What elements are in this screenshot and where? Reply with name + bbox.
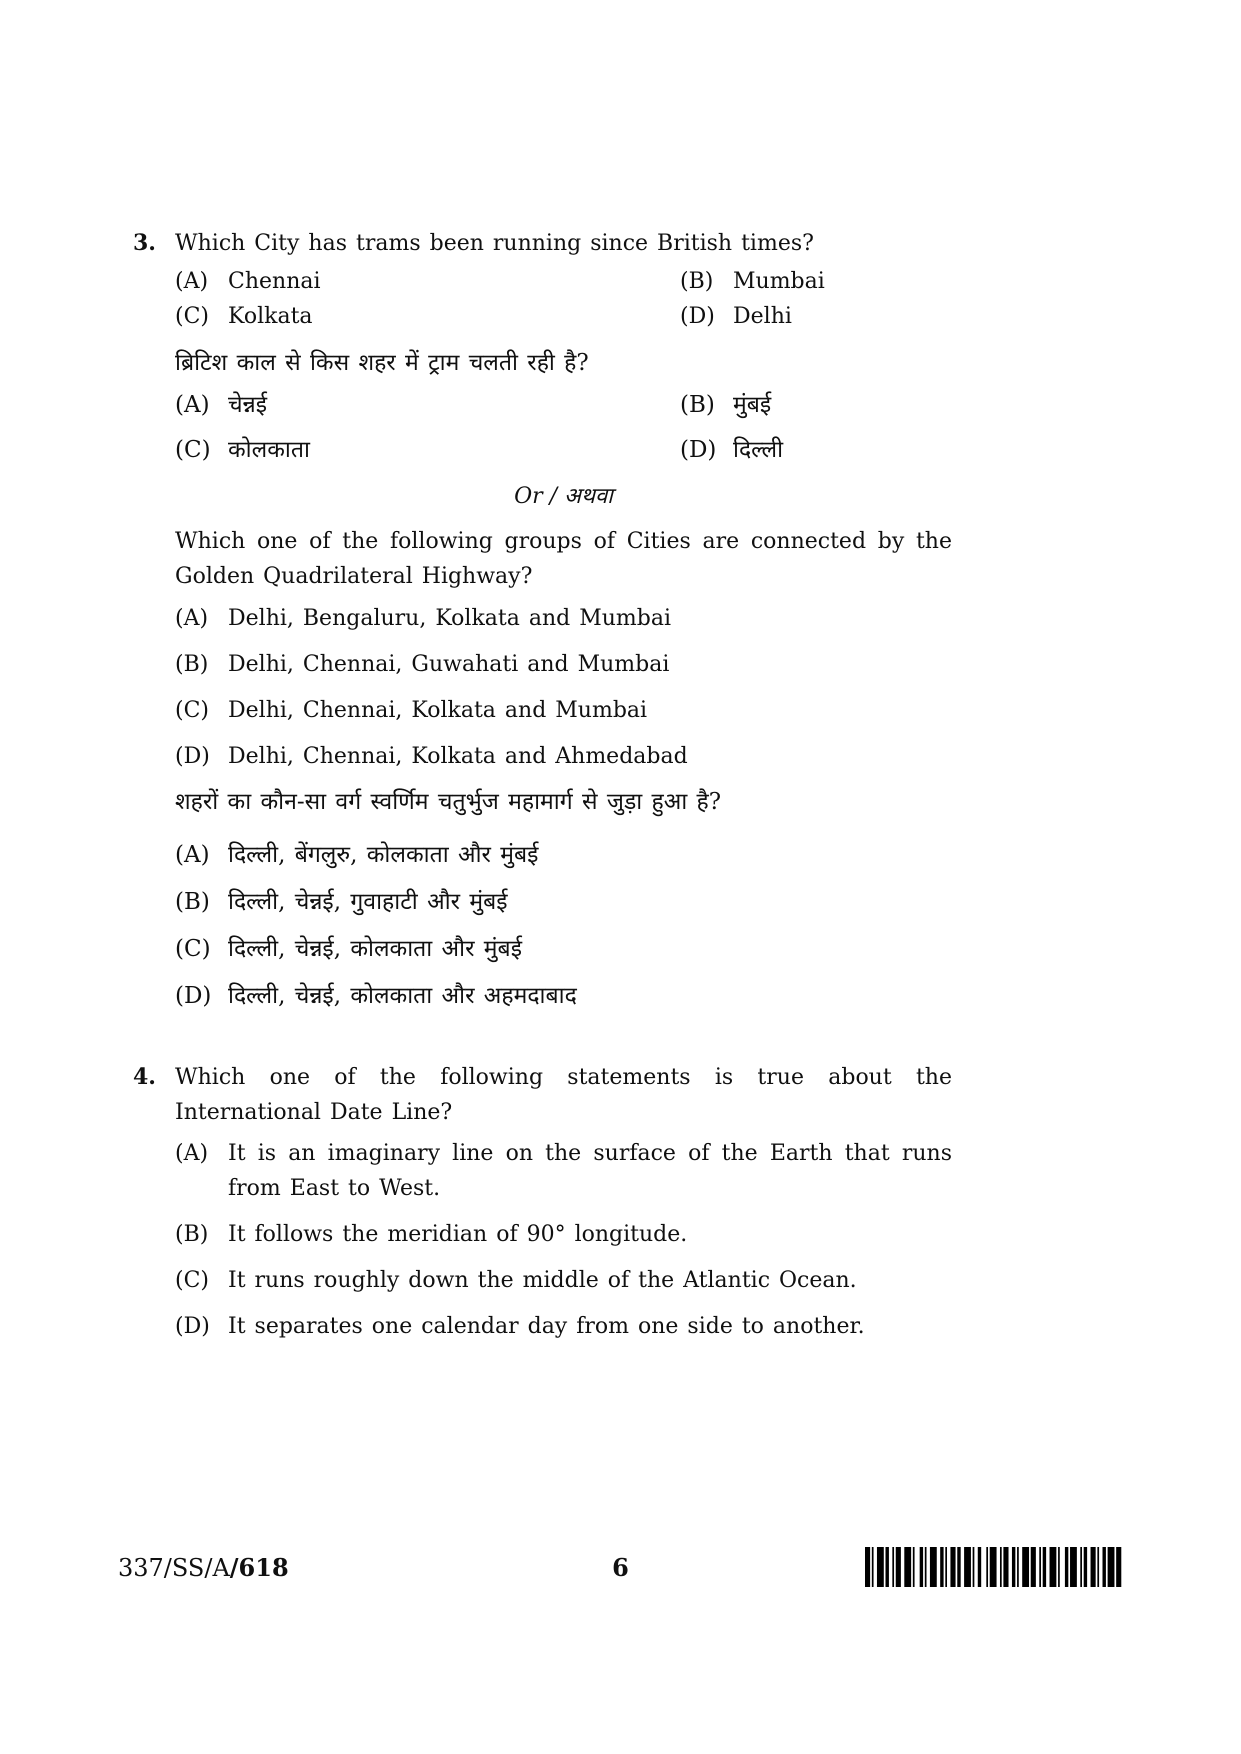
option-text: चेन्नई [228,392,268,418]
question-3-alt-text-en: Which one of the following groups of Cities are connected by the Golden Quadrilateral Highway? [175,529,952,589]
question-4-text-en: Which one of the following statements is true about the International Date Line? [175,1065,952,1125]
option-text: Delhi [733,304,792,329]
option-d [175,1309,952,1344]
option-text: Delhi, Chennai, Guwahati and Mumbai [228,652,670,677]
option-text: दिल्ली [733,437,784,463]
option-d [680,433,952,468]
paper-code-bold: /618 [229,1553,289,1582]
option-c [175,932,952,967]
option-label: (B) [175,652,209,677]
option-text: दिल्ली, चेन्नई, कोलकाता और अहमदाबाद [228,983,577,1009]
question-3-number: 3. [133,230,156,256]
option-b [680,388,952,423]
question-4-options-en [175,1136,952,1344]
option-label: (B) [175,1222,209,1247]
option-text: Mumbai [733,269,825,294]
option-label: (A) [175,606,209,631]
option-a [175,601,952,636]
option-label: (A) [175,392,210,418]
question-3-options-hi [175,388,952,468]
option-text: कोलकाता [228,437,310,463]
option-text: दिल्ली, चेन्नई, कोलकाता और मुंबई [228,936,522,962]
option-d [680,299,952,334]
question-3-options-en [175,264,952,334]
option-b [175,1217,952,1252]
option-c [175,433,680,468]
question-4-body [175,1060,952,1344]
barcode-icon [865,1547,1123,1587]
option-text: Delhi, Chennai, Kolkata and Ahmedabad [228,744,688,769]
page-number: 6 [612,1553,629,1582]
question-4 [133,1060,952,1344]
option-label: (C) [175,936,211,962]
option-text: दिल्ली, बेंगलुरु, कोलकाता और मुंबई [228,842,539,868]
option-b [175,885,952,920]
page-content [133,226,952,1344]
question-4-number: 4. [133,1064,156,1090]
option-label: (C) [175,304,209,329]
option-label: (B) [680,392,715,418]
option-text: It separates one calendar day from one side to another. [228,1314,865,1339]
option-text: It is an imaginary line on the surface of the Earth that runs from East to West. [228,1141,952,1201]
option-label: (D) [175,983,212,1009]
option-text: मुंबई [733,392,772,418]
option-label: (B) [175,889,210,915]
option-d [175,739,952,774]
option-label: (A) [175,842,210,868]
option-b [175,647,952,682]
option-text: Chennai [228,269,321,294]
option-a [175,388,680,423]
option-a [175,838,952,873]
option-label: (D) [680,437,717,463]
option-a [175,264,680,299]
question-3-alt-options-hi [175,838,952,1014]
option-label: (A) [175,1141,209,1166]
option-label: (C) [175,698,209,723]
question-3-text-hi: ब्रिटिश काल से किस शहर में ट्राम चलती रही है? [175,350,589,376]
option-label: (D) [680,304,715,329]
question-3 [133,226,952,1014]
option-d [175,979,952,1014]
option-label: (C) [175,1268,209,1293]
question-3-alt-options-en [175,601,952,774]
option-a [175,1136,952,1206]
question-3-alt-text-hi: शहरों का कौन-सा वर्ग स्वर्णिम चतुर्भुज महामार्ग से जुड़ा हुआ है? [175,789,722,815]
option-text: दिल्ली, चेन्नई, गुवाहाटी और मुंबई [228,889,508,915]
question-3-text-en: Which City has trams been running since British times? [175,231,814,256]
option-text: Kolkata [228,304,313,329]
option-c [175,693,952,728]
option-text: It runs roughly down the middle of the Atlantic Ocean. [228,1268,857,1293]
option-label: (D) [175,1314,210,1339]
option-label: (A) [175,269,209,294]
option-c [175,1263,952,1298]
option-b [680,264,952,299]
paper-code-regular: 337/SS/A [118,1554,230,1582]
option-text: Delhi, Chennai, Kolkata and Mumbai [228,698,648,723]
question-3-body [175,226,952,1014]
option-label: (D) [175,744,210,769]
option-label: (C) [175,437,211,463]
option-text: Delhi, Bengaluru, Kolkata and Mumbai [228,606,671,631]
option-label: (B) [680,269,714,294]
or-separator: Or / अथवा [514,484,613,509]
option-text: It follows the meridian of 90° longitude. [228,1222,688,1247]
option-c [175,299,680,334]
